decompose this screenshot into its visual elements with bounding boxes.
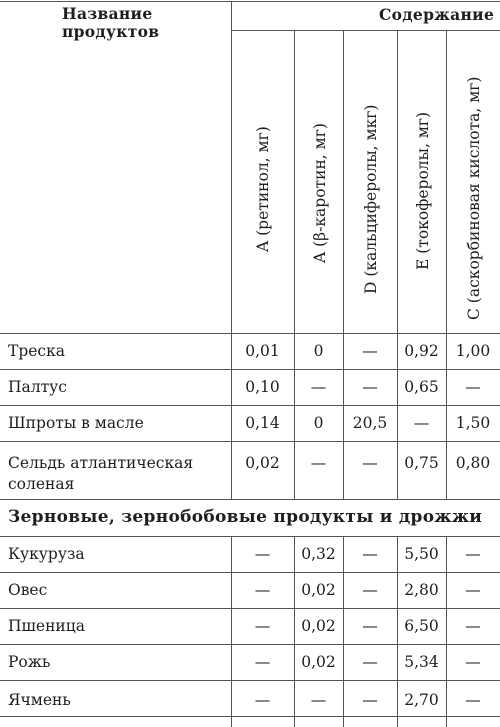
- cell-value: 0,75: [404, 454, 439, 472]
- rule: [231, 30, 500, 31]
- header-col-calciferols: D (кальциферолы, мкг): [362, 104, 380, 294]
- header-product-name: Название продуктов: [62, 4, 160, 41]
- cell-value: 2,80: [404, 581, 439, 599]
- cell-value: 1,00: [455, 342, 491, 360]
- cell-value: —: [465, 617, 481, 635]
- row-name: Пшеница: [8, 617, 85, 635]
- rule: [0, 333, 500, 334]
- cell-value: 20,5: [352, 414, 388, 432]
- row-name: Рожь: [8, 653, 51, 671]
- cell-value: 1,50: [455, 414, 491, 432]
- rule: [0, 536, 500, 537]
- cell-value: —: [254, 691, 271, 709]
- cell-value: 0,92: [404, 342, 439, 360]
- cell-value: 0,65: [404, 378, 439, 396]
- rule: [0, 680, 500, 681]
- rule: [0, 644, 500, 645]
- cell-value: —: [362, 378, 378, 396]
- cell-value: 0,02: [301, 581, 336, 599]
- cell-value: 0,02: [245, 454, 280, 472]
- row-name: Кукуруза: [8, 545, 85, 563]
- row-name: Треска: [8, 342, 66, 360]
- cell-value: —: [310, 454, 327, 472]
- header-content: Содержание: [379, 5, 495, 24]
- cell-value: 6,50: [404, 617, 439, 635]
- cell-value: —: [362, 342, 378, 360]
- cell-value: —: [362, 545, 378, 563]
- cell-value: —: [254, 581, 271, 599]
- cell-value: 0,80: [455, 454, 491, 472]
- cell-value: —: [362, 691, 378, 709]
- cell-value: —: [465, 545, 481, 563]
- rule: [0, 405, 500, 406]
- row-name: Шпроты в масле: [8, 414, 144, 432]
- rule: [0, 572, 500, 573]
- cell-value: —: [465, 378, 481, 396]
- cell-value: —: [254, 545, 271, 563]
- header-col-retinol: A (ретинол, мг): [254, 126, 272, 252]
- rule: [0, 608, 500, 609]
- cell-value: 5,50: [404, 545, 439, 563]
- rule: [0, 441, 500, 442]
- header-col-ascorbic: C (аскорбиновая кислота, мг): [465, 76, 483, 320]
- rule: [0, 369, 500, 370]
- cell-value: —: [413, 414, 430, 432]
- row-name: Ячмень: [8, 691, 71, 709]
- cell-value: —: [362, 617, 378, 635]
- cell-value: —: [310, 378, 327, 396]
- cell-value: —: [362, 581, 378, 599]
- cell-value: —: [465, 691, 481, 709]
- section-heading: Зерновые, зернобобовые продукты и дрожжи: [8, 507, 483, 527]
- row-name: Овес: [8, 581, 48, 599]
- cell-value: 0,32: [301, 545, 336, 563]
- cell-value: —: [310, 691, 327, 709]
- cell-value: —: [465, 581, 481, 599]
- cell-value: 0: [313, 414, 324, 432]
- row-name: Сельдь атлантическая соленая: [8, 454, 194, 493]
- cell-value: 0,01: [245, 342, 280, 360]
- cell-value: 0: [313, 342, 324, 360]
- rule: [0, 1, 500, 2]
- cell-value: 5,34: [404, 653, 439, 671]
- cell-value: —: [362, 653, 378, 671]
- cell-value: —: [254, 617, 271, 635]
- cell-value: 0,02: [301, 617, 336, 635]
- header-col-tocopherols: E (токоферолы, мг): [414, 111, 432, 270]
- cell-value: 2,70: [404, 691, 439, 709]
- cell-value: 0,14: [245, 414, 280, 432]
- cell-value: 0,02: [301, 653, 336, 671]
- row-name: Палтус: [8, 378, 67, 396]
- cell-value: —: [254, 653, 271, 671]
- rule: [0, 716, 500, 717]
- cell-value: 0,10: [245, 378, 280, 396]
- cell-value: —: [465, 653, 481, 671]
- rule: [0, 499, 500, 500]
- cell-value: —: [362, 454, 378, 472]
- header-col-beta-carotene: A (β-каротин, мг): [311, 123, 329, 263]
